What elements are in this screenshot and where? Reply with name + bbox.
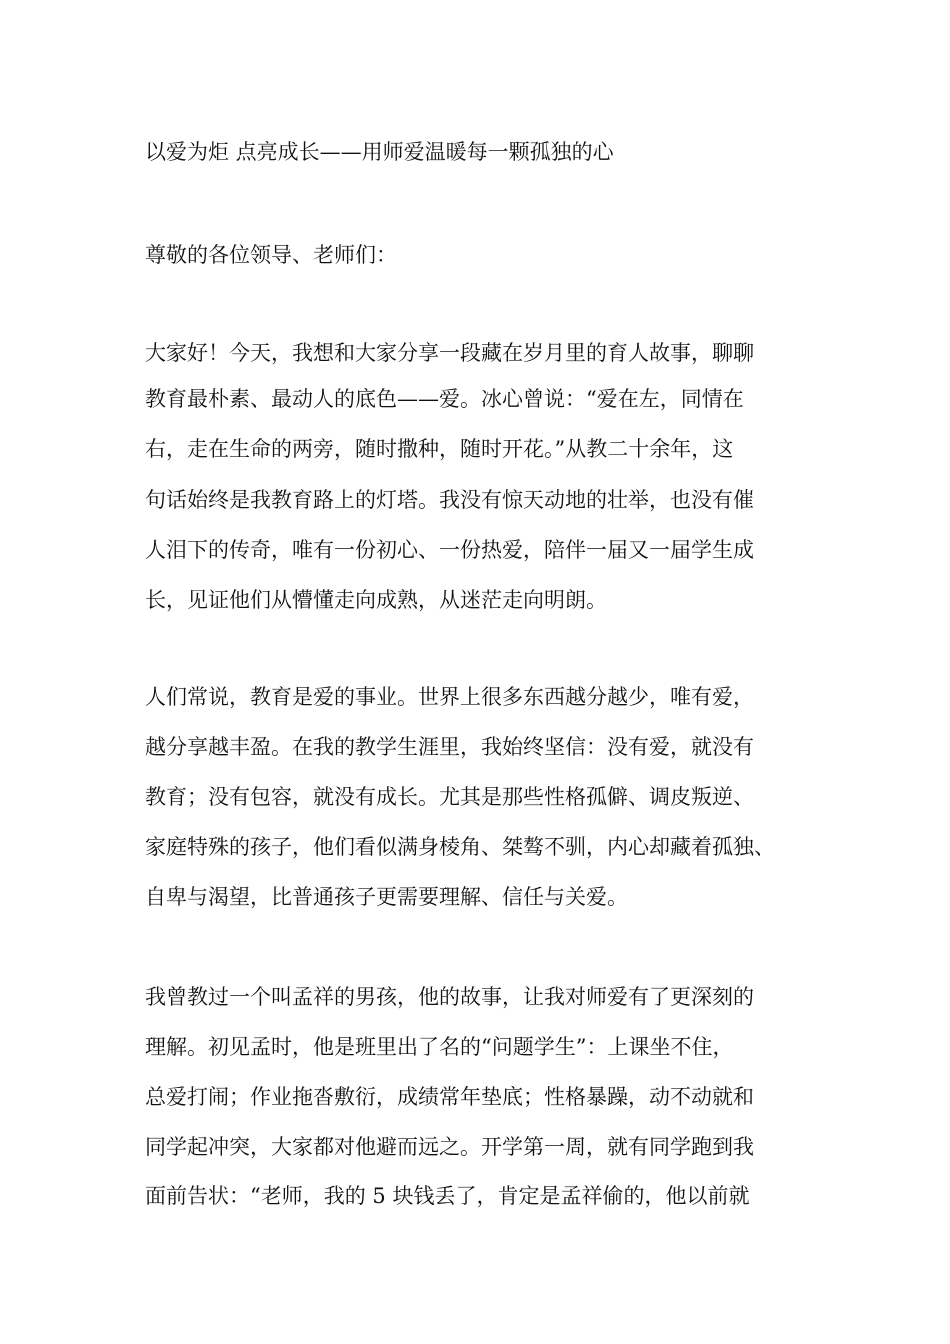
paragraph-line: 总爱打闹；作业拖沓敷衍，成绩常年垫底；性格暴躁，动不动就和	[145, 1085, 754, 1109]
paragraph-line: 同学起冲突，大家都对他避而远之。开学第一周，就有同学跑到我	[145, 1135, 754, 1159]
paragraph-line: 教育；没有包容，就没有成长。尤其是那些性格孤僻、调皮叛逆、	[145, 785, 754, 809]
paragraph-line: 长，见证他们从懵懂走向成熟，从迷茫走向明朗。	[145, 588, 607, 612]
paragraph-line: 面前告状：“老师，我的 5 块钱丢了，肯定是孟祥偷的，他以前就	[145, 1184, 750, 1208]
paragraph-line: 家庭特殊的孩子，他们看似满身棱角、桀骜不驯，内心却藏着孤独、	[145, 835, 775, 859]
paragraph-line: 右，走在生命的两旁，随时撒种，随时开花。”从教二十余年，这	[145, 437, 734, 461]
document-title: 以爱为炬 点亮成长——用师爱温暖每一颗孤独的心	[145, 140, 614, 164]
paragraph-line: 人们常说，教育是爱的事业。世界上很多东西越分越少，唯有爱，	[145, 685, 754, 709]
paragraph-line: 人泪下的传奇，唯有一份初心、一份热爱，陪伴一届又一届学生成	[145, 538, 754, 562]
paragraph-line: 理解。初见孟时，他是班里出了名的“问题学生”：上课坐不住，	[145, 1035, 734, 1059]
paragraph-line: 我曾教过一个叫孟祥的男孩，他的故事，让我对师爱有了更深刻的	[145, 985, 754, 1009]
paragraph-line: 大家好！今天，我想和大家分享一段藏在岁月里的育人故事，聊聊	[145, 341, 754, 365]
paragraph-line: 句话始终是我教育路上的灯塔。我没有惊天动地的壮举，也没有催	[145, 488, 754, 512]
paragraph-line: 教育最朴素、最动人的底色——爱。冰心曾说：“爱在左，同情在	[145, 387, 744, 411]
paragraph-line: 越分享越丰盈。在我的教学生涯里，我始终坚信：没有爱，就没有	[145, 735, 754, 759]
salutation: 尊敬的各位领导、老师们：	[145, 243, 397, 267]
paragraph-line: 自卑与渴望，比普通孩子更需要理解、信任与关爱。	[145, 885, 628, 909]
